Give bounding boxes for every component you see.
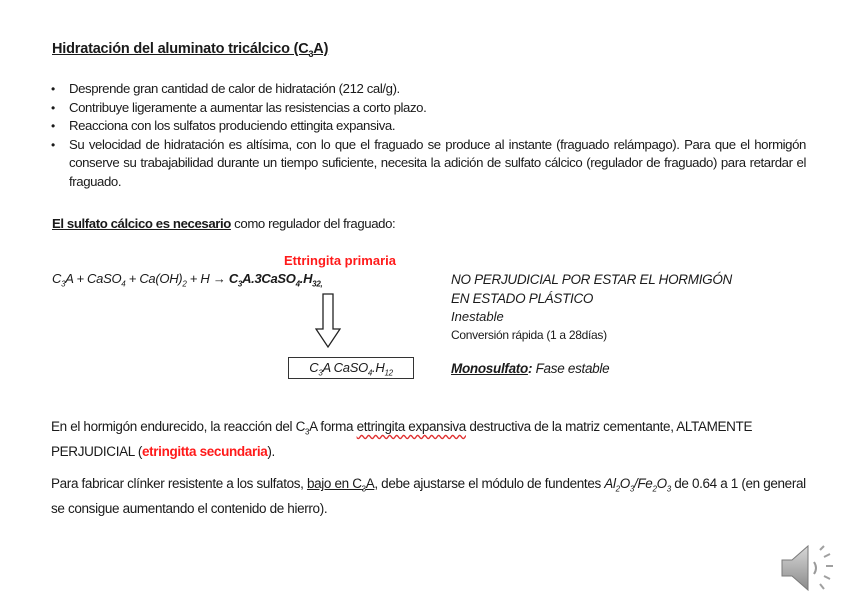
lead-underlined: El sulfato cálcico es necesario bbox=[52, 216, 231, 231]
speaker-icon[interactable] bbox=[780, 540, 840, 596]
monosulfate-desc: Fase estable bbox=[535, 361, 610, 376]
title-text: Hidratación del aluminato tricálcico (C bbox=[52, 41, 309, 57]
secondary-ettringite-text: etringitta secundaria bbox=[141, 443, 268, 459]
monosulfate-label: Monosulfato bbox=[451, 361, 528, 376]
page-title bbox=[52, 41, 328, 59]
low-c3a-text: bajo en $C_3A$ bbox=[306, 476, 375, 494]
lead-rest: como regulador del fraguado: bbox=[230, 216, 396, 231]
not-harmful-note bbox=[451, 270, 732, 308]
title-end: A) bbox=[313, 41, 329, 57]
lead-sentence bbox=[52, 216, 395, 231]
unstable-label: Inestable bbox=[451, 309, 504, 324]
flux-modulus-formula: $Al_2O_3/Fe_2O_3$ bbox=[604, 476, 671, 494]
monosulfate-formula-box: $C_3A$ $CaSO_4.H_{12}$ bbox=[288, 357, 414, 379]
bullet-list bbox=[51, 80, 806, 191]
bullet-item: • Su velocidad de hidratación es altísima, con lo que el fraguado se produce al instante (fraguado relámpago). Para que el hormigón conserve su trabajabilidad durante un tiempo suficiente, necesita la adición de sulfato cálcico (regulador de fraguado) para retardar el fraguado. bbox=[51, 136, 806, 192]
not-harmful-line-2: EN ESTADO PLÁSTICO bbox=[451, 291, 594, 306]
monosulfate-note: Monosulfato: Fase estable bbox=[451, 361, 610, 376]
reaction-product: $C_3A.3CaSO_4.H_{32,}$ bbox=[225, 271, 323, 289]
bullet-item: • Contribuye ligeramente a aumentar las resistencias a corto plazo. bbox=[51, 99, 806, 118]
not-harmful-line-1: NO PERJUDICIAL POR ESTAR EL HORMIGÓN bbox=[451, 272, 733, 287]
primary-ettringite-label: Ettringita primaria bbox=[284, 253, 396, 268]
down-arrow-icon bbox=[315, 293, 341, 349]
conversion-note: Conversión rápida (1 a 28días) bbox=[451, 328, 607, 342]
bullet-item: • Desprende gran cantidad de calor de hidratación (212 cal/g). bbox=[51, 80, 806, 99]
reaction-equation: $C_3A$ + CaSO$_4$ + $Ca(OH)_2 + H$ → $C_3A.3CaSO_4.H_{32,}$ bbox=[52, 271, 323, 289]
sulfate-resistant-paragraph: Para fabricar clínker resistente a los sulfatos, bajo en $C_3A$, debe ajustarse el módulo de fundentes $Al_2O_3/Fe_2O_3$ de 0.64 a 1 (en general se consigue aumentando el contenido de hierro). bbox=[51, 476, 806, 516]
bullet-item: • Reacciona con los sulfatos produciendo ettingita expansiva. bbox=[51, 117, 806, 136]
title-subscript: 3 bbox=[308, 48, 314, 59]
reaction-arrow: → bbox=[212, 271, 226, 286]
expansive-ettringite-text: ettringita expansiva bbox=[356, 419, 466, 434]
hardened-concrete-paragraph: En el hormigón endurecido, la reacción del $C_3A$ forma ettringita expansiva destructiva de la matriz cementante, ALTAMENTE PERJUDICIAL (etringitta secundaria). bbox=[51, 419, 753, 459]
